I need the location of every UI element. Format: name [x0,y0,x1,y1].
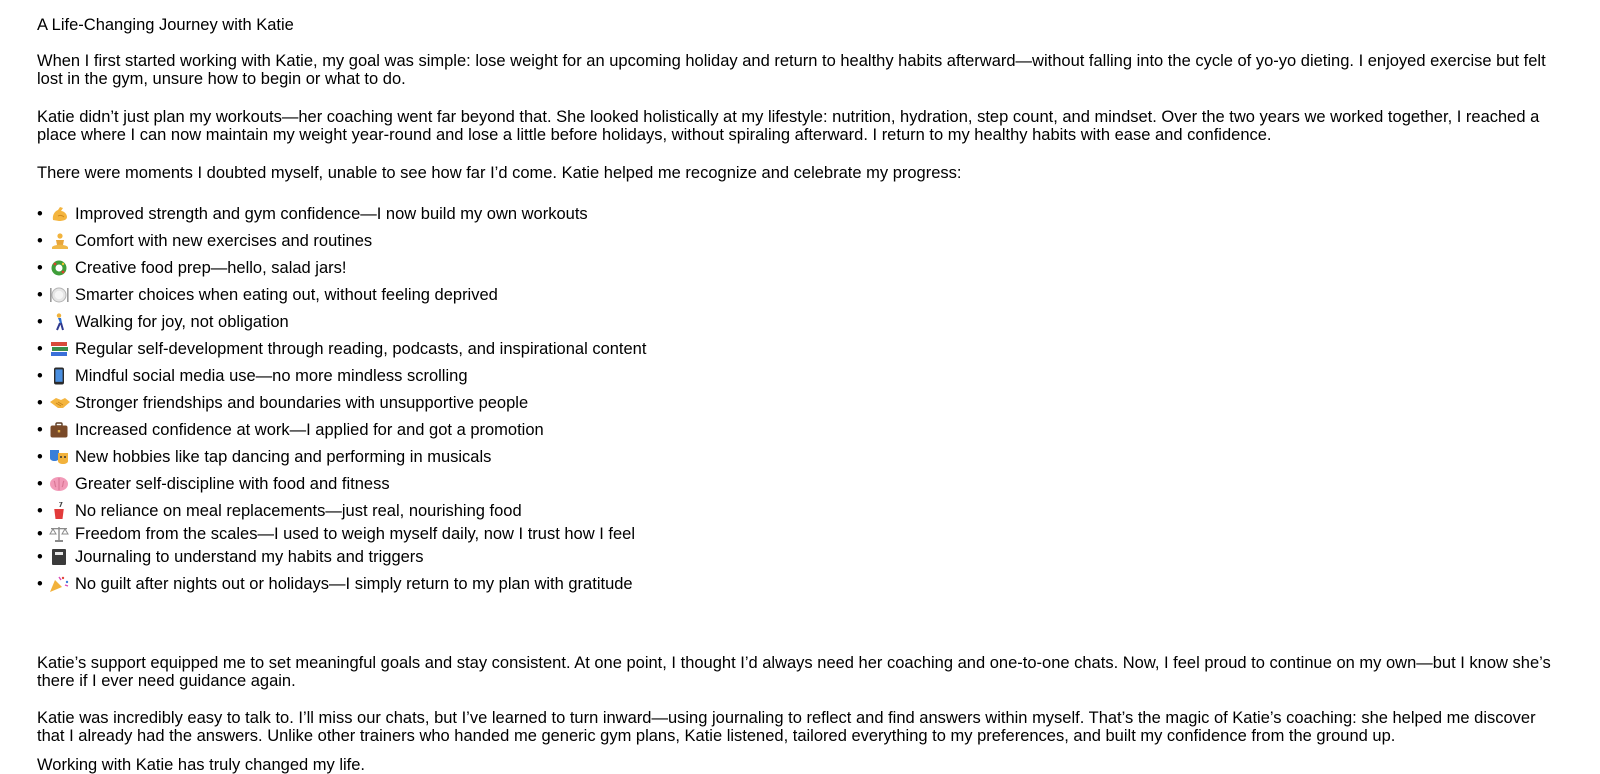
list-item [37,420,544,440]
list-item [37,366,468,386]
balance-scale-icon [49,524,75,544]
bullet: • [37,525,43,543]
item-text: Journaling to understand my habits and triggers [75,548,424,566]
item-text: New hobbies like tap dancing and performing in musicals [75,448,492,466]
person-meditating-icon [49,231,75,251]
list-item [37,547,424,567]
list-item [37,501,522,521]
person-walking-icon [49,312,75,332]
item-text: Freedom from the scales—I used to weigh myself daily, now I trust how I feel [75,525,636,543]
bullet: • [37,367,43,385]
item-text: Mindful social media use—no more mindless scrolling [75,367,468,385]
list-item [37,312,289,332]
list-item [37,231,372,251]
list-item [37,474,390,494]
list-item [37,574,633,594]
bullet: • [37,205,43,223]
item-text: Comfort with new exercises and routines [75,232,373,250]
bullet: • [37,548,43,566]
list-item [37,447,491,467]
bullet: • [37,286,43,304]
bullet: • [37,502,43,520]
closing-paragraph: Working with Katie has truly changed my life. [37,756,366,774]
cup-straw-icon [49,501,75,521]
handshake-icon [49,393,75,413]
list-item [37,524,635,544]
theater-masks-icon [49,447,75,467]
item-text: No reliance on meal replacements—just real, nourishing food [75,502,522,520]
list-item [37,204,588,224]
intro-paragraph: When I first started working with Katie, my goal was simple: lose weight for an upcoming holiday and return to healthy habits afterward—without falling into the cycle of yo-yo dieting. I enjoyed exercise but felt lost in the gym, unsure how to begin or what to do. [37,52,1546,88]
bullet: • [37,340,43,358]
item-text: Regular self-development through reading, podcasts, and inspirational content [75,340,647,358]
bullet: • [37,232,43,250]
mobile-phone-icon [49,366,75,386]
item-text: Smarter choices when eating out, without feeling deprived [75,286,498,304]
item-text: Walking for joy, not obligation [75,313,289,331]
bullet: • [37,475,43,493]
party-popper-icon [49,574,75,594]
books-icon [49,339,75,359]
brain-icon [49,474,75,494]
progress-intro-paragraph: There were moments I doubted myself, unable to see how far I’d come. Katie helped me recognize and celebrate my progress: [37,164,962,182]
flexed-bicep-icon [49,204,75,224]
briefcase-icon [49,420,75,440]
list-item [37,339,646,359]
item-text: No guilt after nights out or holidays—I simply return to my plan with gratitude [75,575,633,593]
item-text: Stronger friendships and boundaries with unsupportive people [75,394,529,412]
bullet: • [37,313,43,331]
coaching-paragraph: Katie didn’t just plan my workouts—her coaching went far beyond that. She looked holistically at my lifestyle: nutrition, hydration, step count, and mindset. Over the two years we worked together, I reached a place where I can now maintain my weight year-round and lose a little before holidays, without spiraling afterward. I return to my healthy habits with ease and confidence. [37,108,1540,144]
page-title: A Life-Changing Journey with Katie [37,16,294,34]
item-text: Improved strength and gym confidence—I now build my own workouts [75,205,588,223]
list-item [37,285,498,305]
bullet: • [37,575,43,593]
list-item [37,393,528,413]
item-text: Creative food prep—hello, salad jars! [75,259,347,277]
item-text: Greater self-discipline with food and fitness [75,475,390,493]
list-item [37,258,346,278]
bullet: • [37,421,43,439]
item-text: Increased confidence at work—I applied for and got a promotion [75,421,544,439]
talk-paragraph: Katie was incredibly easy to talk to. I’ll miss our chats, but I’ve learned to turn inward—using journaling to reflect and find answers within myself. That’s the magic of Katie’s coaching: she helped me discover that I already had the answers. Unlike other trainers who handed me generic gym plans, Katie listened, tailored everything to my preferences, and built my confidence from the ground up. [37,709,1536,745]
notebook-icon [49,547,75,567]
bullet: • [37,448,43,466]
salad-wreath-icon [49,258,75,278]
bullet: • [37,394,43,412]
plate-cutlery-icon [49,285,75,305]
bullet: • [37,259,43,277]
support-paragraph: Katie’s support equipped me to set meaningful goals and stay consistent. At one point, I thought I’d always need her coaching and one-to-one chats. Now, I feel proud to continue on my own—but I know she’s there if I ever need guidance again. [37,654,1551,690]
